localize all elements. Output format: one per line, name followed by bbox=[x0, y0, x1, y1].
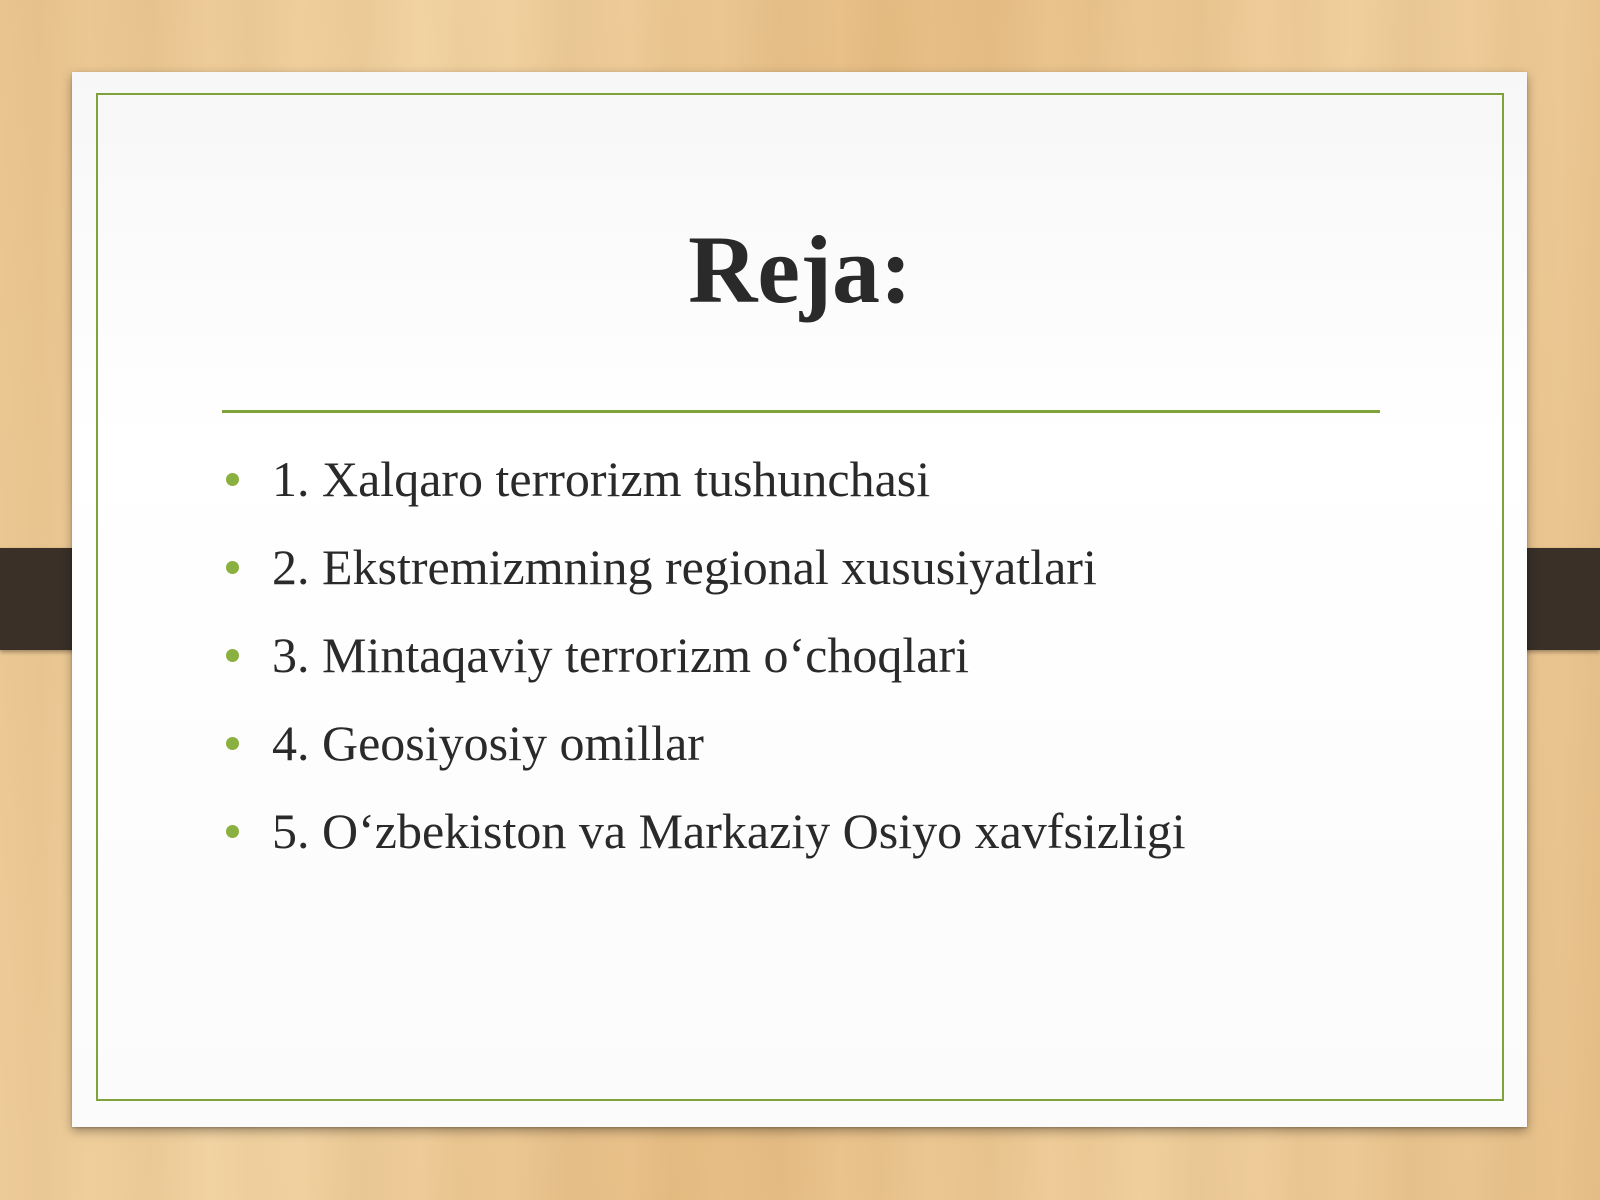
slide-title: Reja: bbox=[688, 216, 912, 323]
bullet-dot-icon bbox=[226, 737, 239, 750]
list-item bbox=[222, 530, 1422, 618]
list-item bbox=[222, 442, 1422, 530]
bullet-dot-icon bbox=[226, 649, 239, 662]
list-item-text: 2. Ekstremizmning regional xususiyatlari bbox=[272, 539, 1097, 595]
list-item-text: 3. Mintaqaviy terrorizm o‘choqlari bbox=[272, 627, 969, 683]
list-item-text: 5. O‘zbekiston va Markaziy Osiyo xavfsizligi bbox=[272, 803, 1186, 859]
list-item bbox=[222, 618, 1422, 706]
list-item bbox=[222, 706, 1422, 794]
list-item-text: 1. Xalqaro terrorizm tushunchasi bbox=[272, 451, 931, 507]
bullet-dot-icon bbox=[226, 561, 239, 574]
bullet-dot-icon bbox=[226, 825, 239, 838]
list-item-text: 4. Geosiyosiy omillar bbox=[272, 715, 704, 771]
bullet-dot-icon bbox=[226, 473, 239, 486]
plan-list bbox=[222, 442, 1422, 882]
list-item bbox=[222, 794, 1422, 882]
title-divider bbox=[222, 410, 1380, 413]
